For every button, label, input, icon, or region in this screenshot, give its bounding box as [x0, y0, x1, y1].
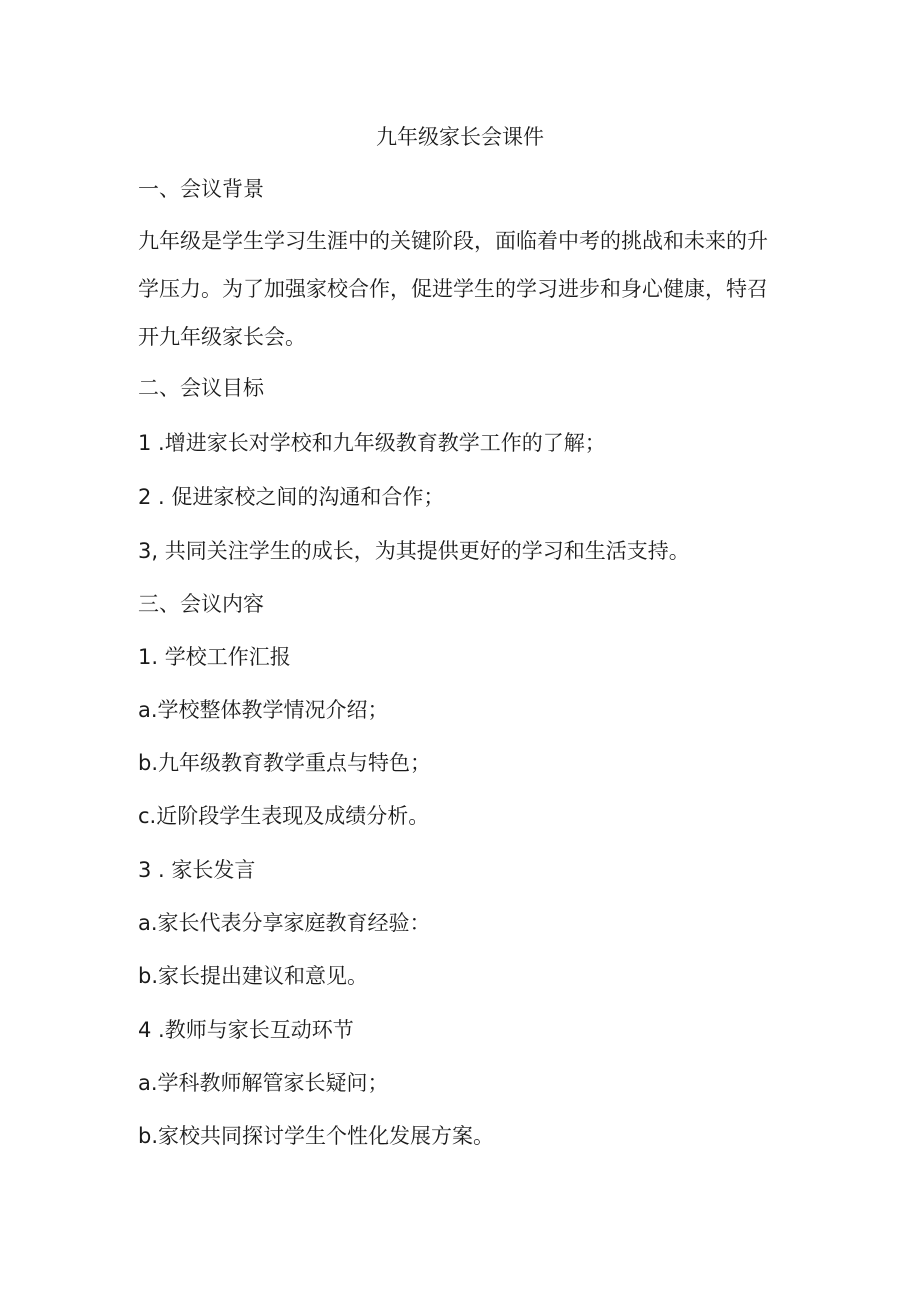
goal-item-2: 2 . 促进家校之间的沟通和合作； — [138, 485, 445, 509]
content-item-2: a.学校整体教学情况介绍； — [138, 698, 389, 722]
content-item-10: b.家校共同探讨学生个性化发展方案。 — [138, 1124, 495, 1148]
content-item-9: a.学科教师解管家长疑问； — [138, 1071, 389, 1095]
section-heading-background: 一、会议背景 — [138, 177, 264, 201]
content-item-8: 4 .教师与家长互动环节 — [138, 1018, 354, 1042]
content-item-4: c.近阶段学生表现及成绩分析。 — [138, 804, 430, 828]
document-title: 九年级家长会课件 — [376, 125, 544, 149]
goal-item-1: 1 .增进家长对学校和九年级教育教学工作的了解； — [138, 431, 606, 455]
background-line-2: 学压力。为了加强家校合作，促进学生的学习进步和身心健康，特召 — [138, 277, 768, 301]
background-line-1: 九年级是学生学习生涯中的关键阶段，面临着中考的挑战和未来的升 — [138, 229, 768, 253]
background-line-3: 开九年级家长会。 — [138, 325, 306, 349]
section-heading-goals: 二、会议目标 — [138, 376, 264, 400]
goal-item-3: 3, 共同关注学生的成长，为其提供更好的学习和生活支持。 — [138, 539, 690, 563]
section-heading-content: 三、会议内容 — [138, 592, 264, 616]
content-item-1: 1. 学校工作汇报 — [138, 645, 291, 669]
content-item-5: 3 . 家长发言 — [138, 858, 256, 882]
content-item-7: b.家长提出建议和意见。 — [138, 964, 369, 988]
content-item-6: a.家长代表分享家庭教育经验： — [138, 911, 431, 935]
content-item-3: b.九年级教育教学重点与特色； — [138, 751, 432, 775]
